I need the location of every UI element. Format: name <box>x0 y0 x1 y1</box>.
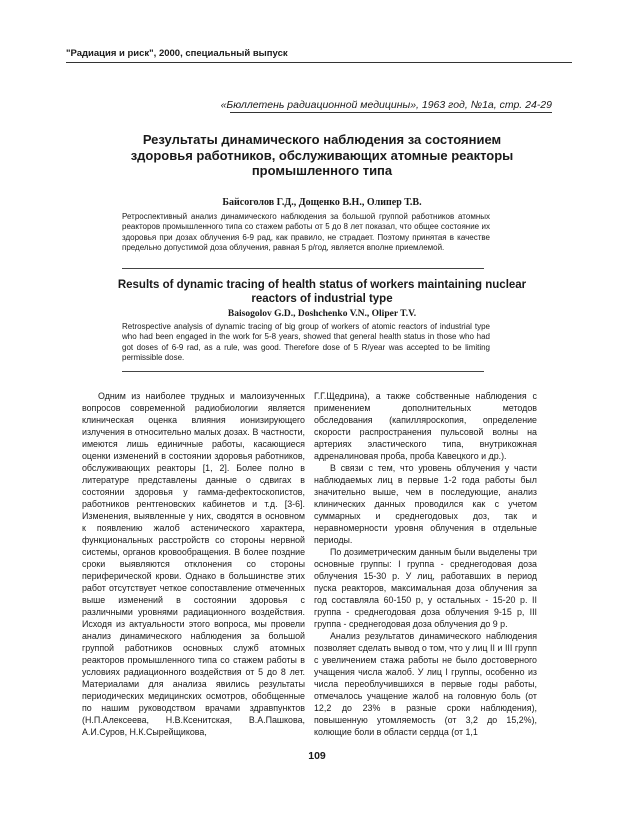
page-number: 109 <box>308 750 326 762</box>
article-title-ru: Результаты динамического наблюдения за состоянием здоровья работников, обслуживающих атомные реакторы промышленного типа <box>130 132 514 178</box>
body-paragraph: Г.Г.Щедрина), а также собственные наблюдения с применением дополнительных методов обследования (капилляроскопия, определение скорости распространения пульсовой волны на артериях эластического типа, внутрикожная адреналиновая проба, проба Кавецкого и др.). <box>314 391 537 461</box>
citation-divider <box>230 112 552 113</box>
body-column-right <box>314 390 537 738</box>
header-divider <box>66 62 572 63</box>
source-citation: «Бюллетень радиационной медицины», 1963 год, №1а, стр. 24-29 <box>220 99 552 111</box>
article-title-en: Results of dynamic tracing of health status of workers maintaining nuclear reactors of industrial type <box>117 279 527 305</box>
authors-en: Baisogolov G.D., Doshchenko V.N., Oliper T.V. <box>227 309 417 319</box>
body-column-left <box>82 390 305 738</box>
body-paragraph: В связи с тем, что уровень облучения у части наблюдаемых лиц в первые 1-2 года работы был значительно выше, чем в последующие, анализ клинических данных проводился как с учетом суммарных и среднегодовых доз, так и неравномерности уровня облучения в отдельные периоды. <box>314 463 537 545</box>
body-paragraph: Анализ результатов динамического наблюдения позволяет сделать вывод о том, что у лиц II и III групп с увеличением стажа работы не было достоверного учащения числа жалоб. У лиц I группы, особенно из числа переоблучившихся в первые годы работы, отмечалось учащение жалоб на головную боль (от 12,2 до 23% в разные сроки наблюдения), повышенную утомляемость (от 3,2 до 15,2%), колющие боли в области сердца (от 1,1 <box>314 631 537 737</box>
body-paragraph: По дозиметрическим данным были выделены три основные группы: I группа - среднегодовая доза облучения 15-30 р. У лиц, работавших в период пуска реакторов, максимальная доза облучения за год составляла 60-150 р, у остальных - 15-20 р. II группа - среднегодовая доза облучения 9-15 р, III группа - среднегодовая доза облучения до 9 р. <box>314 547 537 629</box>
abstract-bottom-divider <box>122 371 484 372</box>
abstract-en: Retrospective analysis of dynamic tracing of big group of workers of atomic reactors of industrial type who had been engaged in the work for 5-8 years, showed that general health status in those who had got doses of 6-9 rad, as a rule, was good. Therefore dose of 5 R/year was accepted to be limiting permissible dose. <box>122 322 490 363</box>
journal-header: "Радиация и риск", 2000, специальный выпуск <box>66 48 288 59</box>
authors-ru: Байсоголов Г.Д., Дощенко В.Н., Олипер Т.В. <box>222 197 422 208</box>
body-paragraph: Одним из наиболее трудных и малоизученных вопросов современной радиобиологии является клиническая оценка влияния ионизирующего излучения в относительно малых дозах. В частности, имеются лишь единичные работы, касающиеся оценки изменений в состоянии здоровья работников, обслуживающих реакторы [1, 2]. Более полно в литературе представлены данные о сдвигах в состоянии здоровья у гамма-дефектоскопистов, работников рентгеновских кабинетов и т.д. [3-6]. Изменения, выявленные у них, сводятся в основном к появлению жалоб астенического характера, функциональных расстройств со стороны нервной системы, органов кровообращения. В более поздние сроки выявляются отклонения со стороны периферической крови. Однако в большинстве этих работ отсутствует четкое сопоставление отмеченных выше изменений в состоянии здоровья с различными уровнями радиационного воздействия. Исходя из актуальности этого вопроса, мы провели анализ динамического наблюдения за большой группой работников основных служб атомных реакторов промышленного типа со стажем работы в условиях радиационного воздействия от 5 до 8 лет. Материалами для анализа явились результаты периодических медицинских осмотров, обобщенные по нашим руководством врачами здравпунктов (Н.П.Алексеева, Н.В.Ксенитская, В.А.Пашкова, А.И.Суров, Н.К.Сырейщикова, <box>82 391 305 737</box>
abstract-divider <box>122 268 484 269</box>
abstract-ru: Ретроспективный анализ динамического наблюдения за большой группой работников атомных реакторов промышленного типа со стажем работы от 5 до 8 лет показал, что общее состояние их здоровья при дозах облучения 6-9 рад, как правило, не страдает. Поэтому принятая в качестве предельно допустимой доза облучения, равная 5 р/год, является вполне приемлемой. <box>122 212 490 253</box>
